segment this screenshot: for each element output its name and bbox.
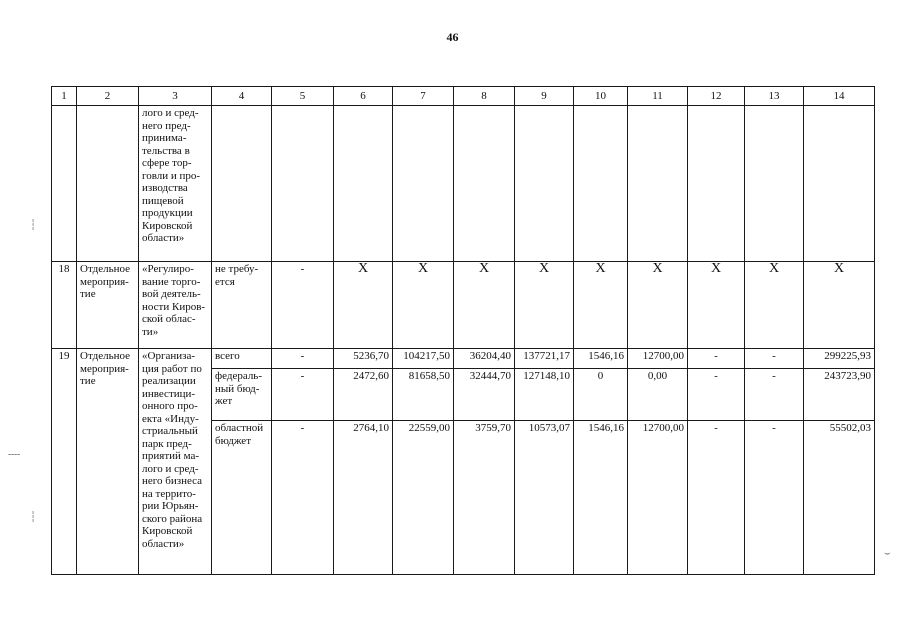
scan-mark: ⌣ [884, 548, 891, 559]
row19-value: - [688, 421, 745, 575]
row18-col5: - [272, 262, 334, 349]
row19-value: 81658,50 [393, 369, 454, 421]
row19-value: 5236,70 [334, 349, 393, 369]
row19-value: 1546,16 [574, 421, 628, 575]
row18-x-cell: X [334, 262, 393, 349]
row19-value: 12700,00 [628, 421, 688, 575]
header-cell: 5 [272, 87, 334, 106]
row19-value: - [745, 421, 804, 575]
row19-source-federal: федераль- ный бюд- жет [212, 369, 272, 421]
row19-type: Отдельное мероприя- тие [77, 349, 139, 575]
row18-x-cell: X [688, 262, 745, 349]
row19-value: 36204,40 [454, 349, 515, 369]
header-cell: 10 [574, 87, 628, 106]
header-cell: 8 [454, 87, 515, 106]
row18-x-cell: X [804, 262, 875, 349]
header-cell: 4 [212, 87, 272, 106]
row19-value: 32444,70 [454, 369, 515, 421]
page-number: 46 [446, 30, 459, 44]
row18-x-cell: X [515, 262, 574, 349]
header-cell: 13 [745, 87, 804, 106]
budget-table [51, 86, 875, 575]
table-row-18 [52, 262, 875, 349]
table-row-19-total [52, 349, 875, 369]
row19-col5: - [272, 349, 334, 369]
row18-number: 18 [52, 262, 77, 349]
header-cell: 2 [77, 87, 139, 106]
row19-value: 10573,07 [515, 421, 574, 575]
row19-value: 3759,70 [454, 421, 515, 575]
header-cell: 3 [139, 87, 212, 106]
scan-mark: ┆ [30, 512, 37, 523]
row18-x-cell: X [745, 262, 804, 349]
row19-value: 104217,50 [393, 349, 454, 369]
row18-source: не требу- ется [212, 262, 272, 349]
row19-value: 127148,10 [515, 369, 574, 421]
row19-number: 19 [52, 349, 77, 575]
row18-x-cell: X [454, 262, 515, 349]
row19-value: 0 [574, 369, 628, 421]
row18-x-cell: X [574, 262, 628, 349]
row19-col5: - [272, 369, 334, 421]
row19-col5: - [272, 421, 334, 575]
header-cell: 7 [393, 87, 454, 106]
row18-type: Отдельное мероприя- тие [77, 262, 139, 349]
row19-value: 2764,10 [334, 421, 393, 575]
row18-description: «Регулиро- вание торго- вой деятель- ности Киров- ской облас- ти» [139, 262, 212, 349]
header-row [52, 87, 875, 106]
header-cell: 11 [628, 87, 688, 106]
row19-source-regional: областной бюджет [212, 421, 272, 575]
row18-x-cell: X [628, 262, 688, 349]
header-cell: 1 [52, 87, 77, 106]
row19-value: 243723,90 [804, 369, 875, 421]
row19-value: - [745, 369, 804, 421]
row19-value: - [688, 349, 745, 369]
row-continued-description: лого и сред- него пред- принима- тельства в сфере тор- говли и про- изводства пищевой продукции Кировской области» [139, 106, 212, 262]
row19-value: 0,00 [628, 369, 688, 421]
header-cell: 12 [688, 87, 745, 106]
row19-value: 137721,17 [515, 349, 574, 369]
row18-x-cell: X [393, 262, 454, 349]
row19-value: - [688, 369, 745, 421]
row19-value: 1546,16 [574, 349, 628, 369]
row19-value: - [745, 349, 804, 369]
scan-mark: ╌╌ [8, 450, 21, 461]
header-cell: 14 [804, 87, 875, 106]
row19-value: 299225,93 [804, 349, 875, 369]
row19-source-total: всего [212, 349, 272, 369]
row19-value: 2472,60 [334, 369, 393, 421]
row19-value: 12700,00 [628, 349, 688, 369]
row19-value: 55502,03 [804, 421, 875, 575]
scan-mark: ┆ [30, 220, 37, 231]
header-cell: 9 [515, 87, 574, 106]
row19-value: 22559,00 [393, 421, 454, 575]
row19-description: «Организа- ция работ по реализации инвестици- онного про- екта «Инду- стриальный парк пред- приятий ма- лого и сред- него бизнеса на террито- рии Юрьян- ского района Кировской области» [139, 349, 212, 575]
header-cell: 6 [334, 87, 393, 106]
table-row-continued [52, 106, 875, 262]
